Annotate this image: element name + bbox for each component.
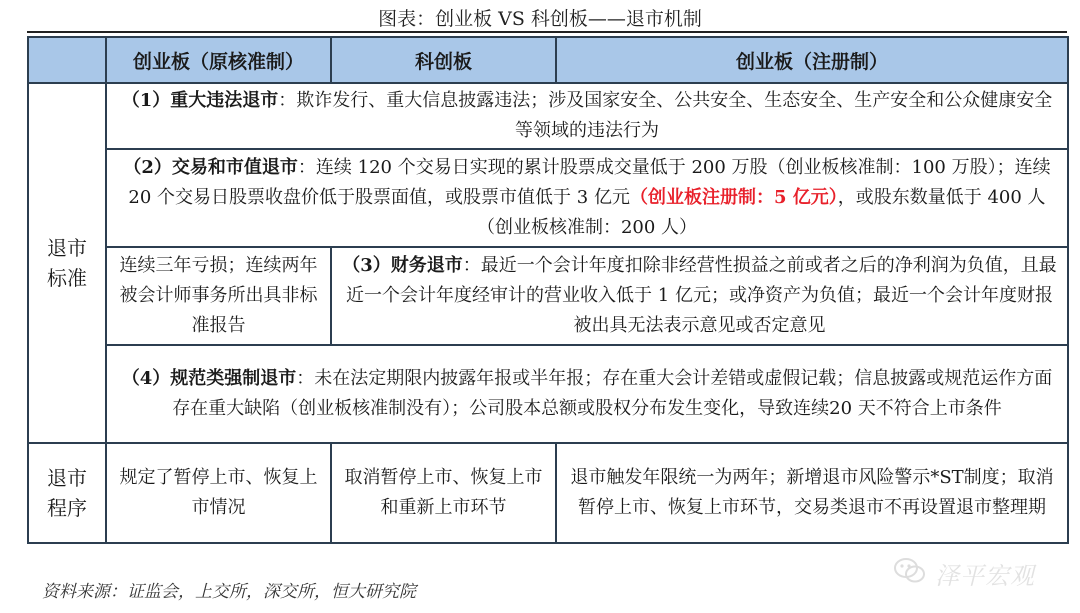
row-label-procedure-line2: 程序: [47, 496, 87, 520]
header-star-market: 科创板: [331, 37, 556, 83]
watermark-text: 泽平宏观: [935, 561, 1035, 590]
procedure-gem-registration-cell: 退市触发年限统一为两年；新增退市风险警示*ST制度；取消暂停上市、恢复上市环节，交易类退市不再设置退市整理期: [556, 443, 1068, 543]
trading-marketcap-cell: [106, 149, 1068, 247]
financial-delisting-title: （3）财务退市: [342, 255, 463, 276]
regulatory-delisting-text: ：未在法定期限内披露年报或半年报；存在重大会计差错或虚假记载；信息披露或规范运作方面存在重大缺陷（创业板核准制没有）；公司股本总额或股权分布发生变化，导致连续20 天不符合上市条件: [172, 368, 1053, 419]
row-label-standard: [28, 83, 106, 443]
procedure-gem-approval-cell: 规定了暂停上市、恢复上市情况: [106, 443, 331, 543]
watermark: [893, 556, 1053, 590]
row-label-standard-line1: 退市: [47, 236, 87, 260]
table-row: [28, 149, 1068, 247]
row-label-procedure-line1: 退市: [47, 466, 87, 490]
row-label-standard-line2: 标准: [47, 266, 87, 290]
major-violation-title: （1）重大违法退市: [121, 90, 279, 111]
major-violation-cell: [106, 83, 1068, 149]
table-row: [28, 345, 1068, 443]
header-gem-registration: 创业板（注册制）: [556, 37, 1068, 83]
regulatory-delisting-title: （4）规范类强制退市: [121, 368, 297, 389]
source-footnote: 资料来源：证监会，上交所，深交所，恒大研究院: [42, 582, 416, 602]
trading-marketcap-text-b: ，或股东数量低于 400 人（创业板核准制：200 人）: [476, 187, 1046, 238]
row-label-procedure: [28, 443, 106, 543]
figure-caption: 图表：创业板 VS 科创板——退市机制: [378, 8, 702, 30]
financial-delisting-cell: [331, 247, 1068, 345]
consecutive-loss-cell: 连续三年亏损；连续两年被会计师事务所出具非标准报告: [106, 247, 331, 345]
major-violation-text: ：欺诈发行、重大信息披露违法；涉及国家安全、公共安全、生态安全、生产安全和公众健康安全等领域的违法行为: [278, 90, 1053, 141]
table-row: [28, 83, 1068, 149]
procedure-star-market-cell: 取消暂停上市、恢复上市和重新上市环节: [331, 443, 556, 543]
financial-delisting-text: ：最近一个会计年度扣除非经营性损益之前或者之后的净利润为负值，且最近一个会计年度经审计的营业收入低于 1 亿元；或净资产为负值；最近一个会计年度财报被出具无法表示意见或否定意见: [346, 255, 1057, 336]
trading-marketcap-text-a: ：连续 120 个交易日实现的累计股票成交量低于 200 万股（创业板核准制：100 万股）；连续 20 个交易日股票收盘价低于股票面值，或股票市值低于 3 亿元: [128, 157, 1051, 208]
header-gem-approval: 创业板（原核准制）: [106, 37, 331, 83]
table-row: [28, 247, 1068, 345]
regulatory-delisting-cell: [106, 345, 1068, 443]
header-corner: [28, 37, 106, 83]
gem-registration-highlight: （创业板注册制：5 亿元）: [629, 187, 838, 208]
wechat-icon: [893, 556, 927, 590]
table-row: [28, 443, 1068, 543]
trading-marketcap-title: （2）交易和市值退市: [123, 157, 298, 178]
caption-divider: [27, 31, 1067, 33]
table-header-row: [28, 37, 1068, 83]
delisting-comparison-table: [27, 36, 1069, 544]
